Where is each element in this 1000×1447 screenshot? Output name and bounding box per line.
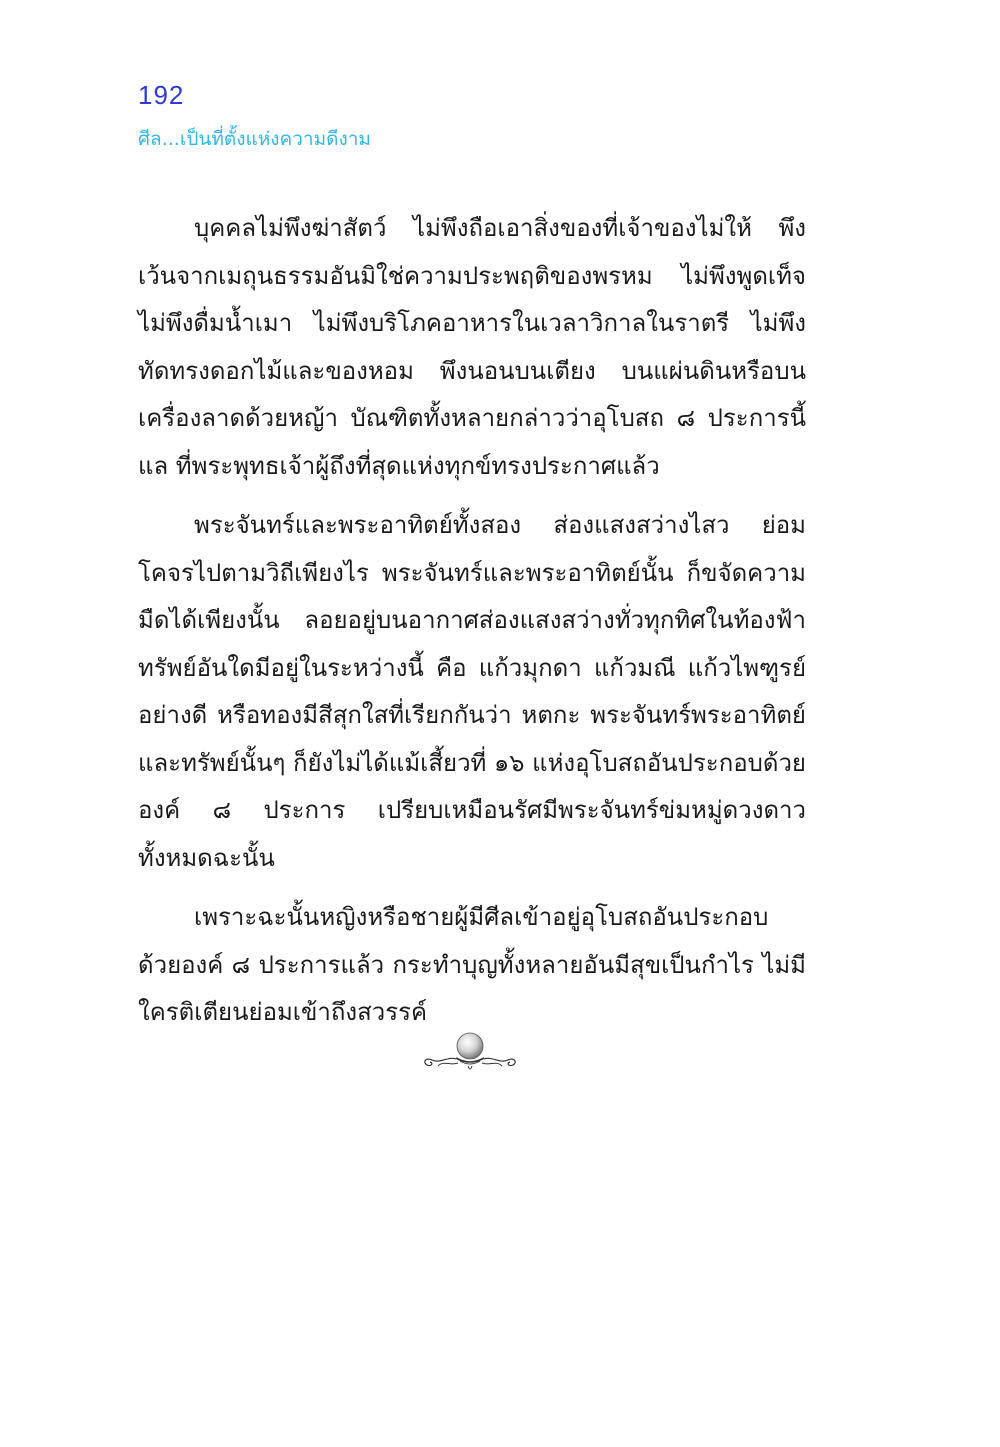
body-text <box>138 205 806 1049</box>
paragraph-1: บุคคลไม่พึงฆ่าสัตว์ ไม่พึงถือเอาสิ่งของที่เจ้าของไม่ให้ พึงเว้นจากเมถุนธรรมอันมิใช่ความประพฤติของพรหม ไม่พึงพูดเท็จ ไม่พึงดื่มน้ำเมา ไม่พึงบริโภคอาหารในเวลาวิกาลในราตรี ไม่พึงทัดทรงดอกไม้และของหอม พึงนอนบนเตียง บนแผ่นดินหรือบนเครื่องลาดด้วยหญ้า บัณฑิตทั้งหลายกล่าวว่าอุโบสถ ๘ ประการนี้แล ที่พระพุทธเจ้าผู้ถึงที่สุดแห่งทุกข์ทรงประกาศแล้ว <box>138 214 806 480</box>
paragraph-2: พระจันทร์และพระอาทิตย์ทั้งสอง ส่องแสงสว่างไสว ย่อมโคจรไปตามวิถีเพียงไร พระจันทร์และพระอาทิตย์นั้น ก็ขจัดความมืดได้เพียงนั้น ลอยอยู่บนอากาศส่องแสงสว่างทั่วทุกทิศในท้องฟ้า ทรัพย์อันใดมีอยู่ในระหว่างนี้ คือ แก้วมุกดา แก้วมณี แก้วไพฑูรย์อย่างดี หรือทองมีสีสุกใสที่เรียกกันว่า หตกะ พระจันทร์พระอาทิตย์และทรัพย์นั้นๆ ก็ยังไม่ได้แม้เสี้ยวที่ ๑๖ แห่งอุโบสถอันประกอบด้วยองค์ ๘ ประการ เปรียบเหมือนรัศมีพระจันทร์ข่มหมู่ดวงดาวทั้งหมดฉะนั้น <box>138 511 806 872</box>
running-title: ศีล...เป็นที่ตั้งแห่งความดีงาม <box>138 128 371 150</box>
page-number: 192 <box>138 80 185 110</box>
pearl-flourish-icon <box>418 1026 522 1078</box>
paragraph-3: เพราะฉะนั้นหญิงหรือชายผู้มีศีลเข้าอยู่อุโบสถอันประกอบด้วยองค์ ๘ ประการแล้ว กระทำบุญทั้งหลายอันมีสุขเป็นกำไร ไม่มีใครติเตียนย่อมเข้าถึงสวรรค์ <box>138 903 806 1026</box>
